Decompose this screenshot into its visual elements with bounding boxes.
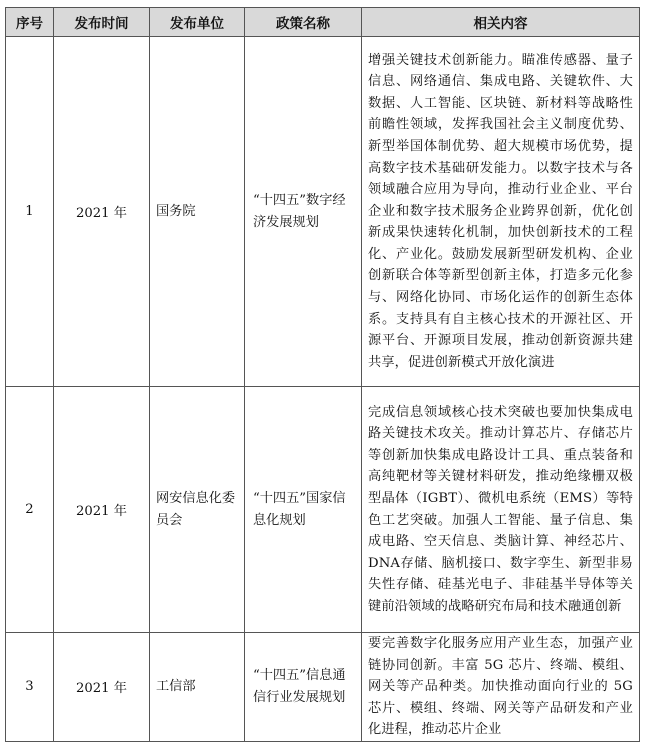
table-row <box>6 37 640 387</box>
row-year: 2021 年 <box>54 37 150 387</box>
row-policy-name: “十四五”数字经济发展规划 <box>245 37 362 387</box>
row-content: 要完善数字化服务应用产业生态，加强产业链协同创新。丰富 5G 芯片、终端、模组、网关等产品种类。加快推动面向行业的 5G 芯片、模组、终端、网关等产品研发和产业化进程，推动芯片企业 <box>362 633 640 742</box>
row-year: 2021 年 <box>54 387 150 633</box>
policy-table <box>5 7 640 742</box>
header-related-content: 相关内容 <box>362 8 640 37</box>
row-policy-name: “十四五”信息通信行业发展规划 <box>245 633 362 742</box>
row-index: 2 <box>6 387 54 633</box>
header-policy-name: 政策名称 <box>245 8 362 37</box>
row-issuer: 工信部 <box>150 633 245 742</box>
row-year: 2021 年 <box>54 633 150 742</box>
row-issuer: 网安信息化委员会 <box>150 387 245 633</box>
header-row <box>6 8 640 37</box>
row-index: 3 <box>6 633 54 742</box>
header-index: 序号 <box>6 8 54 37</box>
row-index: 1 <box>6 37 54 387</box>
table-row <box>6 633 640 742</box>
row-policy-name: “十四五”国家信息化规划 <box>245 387 362 633</box>
header-issuer: 发布单位 <box>150 8 245 37</box>
row-issuer: 国务院 <box>150 37 245 387</box>
row-content: 完成信息领域核心技术突破也要加快集成电路关键技术攻关。推动计算芯片、存储芯片等创新加快集成电路设计工具、重点装备和高纯靶材等关键材料研发，推动绝缘栅双极型晶体（IGBT）、微机电系统（EMS）等特色工艺突破。加强人工智能、量子信息、集成电路、空天信息、类脑计算、神经芯片、DNA存储、脑机接口、数字孪生、新型非易失性存储、硅基光电子、非硅基半导体等关键前沿领域的战略研究布局和技术融通创新 <box>362 387 640 633</box>
row-content: 增强关键技术创新能力。瞄准传感器、量子信息、网络通信、集成电路、关键软件、大数据、人工智能、区块链、新材料等战略性前瞻性领域，发挥我国社会主义制度优势、新型举国体制优势、超大规模市场优势，提高数字技术基础研发能力。以数字技术与各领域融合应用为导向，推动行业企业、平台企业和数字技术服务企业跨界创新，优化创新成果快速转化机制，加快创新技术的工程化、产业化。鼓励发展新型研发机构、企业创新联合体等新型创新主体，打造多元化参与、网络化协同、市场化运作的创新生态体系。支持具有自主核心技术的开源社区、开源平台、开源项目发展，推动创新资源共建共享，促进创新模式开放化演进 <box>362 37 640 387</box>
header-release-time: 发布时间 <box>54 8 150 37</box>
table-row <box>6 387 640 633</box>
